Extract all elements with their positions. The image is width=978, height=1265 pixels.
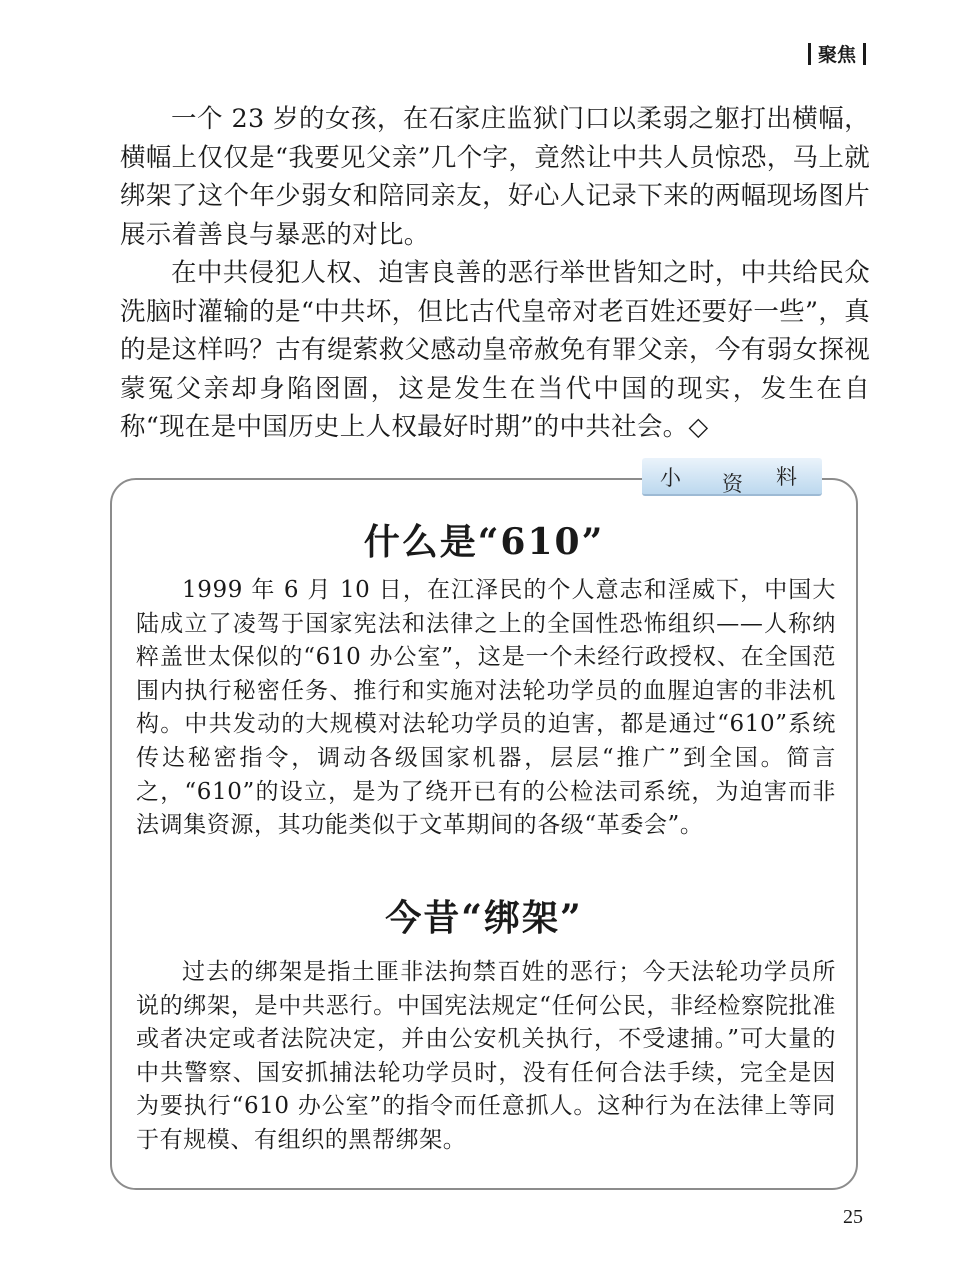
info-text-kidnapping — [136, 956, 836, 1158]
tab-char: 资 — [722, 472, 743, 496]
info-title-kidnapping: 今昔“绑架” — [385, 897, 583, 939]
info-text-610 — [136, 574, 836, 843]
paragraph: 在中共侵犯人权、迫害良善的恶行举世皆知之时，中共给民众洗脑时灌输的是“中共坏，但比古代皇帝对老百姓还要好一些”，真的是这样吗？古有缇萦救父感动皇帝赦免有罪父亲，今有弱女探视蒙冤父亲却身陷囹圄，这是发生在当代中国的现实，发生在自称“现在是中国历史上人权最好时期”的中共社会。◇ — [120, 258, 870, 442]
paragraph: 一个 23 岁的女孩，在石家庄监狱门口以柔弱之躯打出横幅，横幅上仅仅是“我要见父亲”几个字，竟然让中共人员惊恐，马上就绑架了这个年少弱女和陪同亲友，好心人记录下来的两幅现场图片展示着善良与暴恶的对比。 — [120, 104, 870, 250]
header-bar-left — [808, 43, 811, 65]
section-label: 聚焦 — [817, 44, 856, 66]
info-box-tab — [642, 458, 822, 496]
running-header — [808, 40, 866, 67]
tab-char: 小 — [660, 466, 681, 490]
page-number: 25 — [843, 1206, 863, 1228]
paragraph: 1999 年 6 月 10 日，在江泽民的个人意志和淫威下，中国大陆成立了凌驾于国家宪法和法律之上的全国性恐怖组织——人称纳粹盖世太保似的“610 办公室”，这是一个未经行政授权、在全国范围内执行秘密任务、推行和实施对法轮功学员的血腥迫害的非法机构。中共发动的大规模对法轮功学员的迫害，都是通过“610”系统传达秘密指令，调动各级国家机器，层层“推广”到全国。简言之，“610”的设立，是为了绕开已有的公检法司系统，为迫害而非法调集资源，其功能类似于文革期间的各级“革委会”。 — [136, 577, 836, 839]
header-bar-right — [863, 43, 866, 65]
paragraph: 过去的绑架是指土匪非法拘禁百姓的恶行；今天法轮功学员所说的绑架，是中共恶行。中国宪法规定“任何公民，非经检察院批准或者决定或者法院决定，并由公安机关执行，不受逮捕。”可大量的中共警察、国安抓捕法轮功学员时，没有任何合法手续，完全是因为要执行“610 办公室”的指令而任意抓人。这种行为在法律上等同于有规模、有组织的黑帮绑架。 — [136, 959, 836, 1153]
main-article — [120, 100, 870, 447]
tab-char: 料 — [776, 465, 797, 489]
info-title-610: 什么是“610” — [363, 521, 605, 563]
